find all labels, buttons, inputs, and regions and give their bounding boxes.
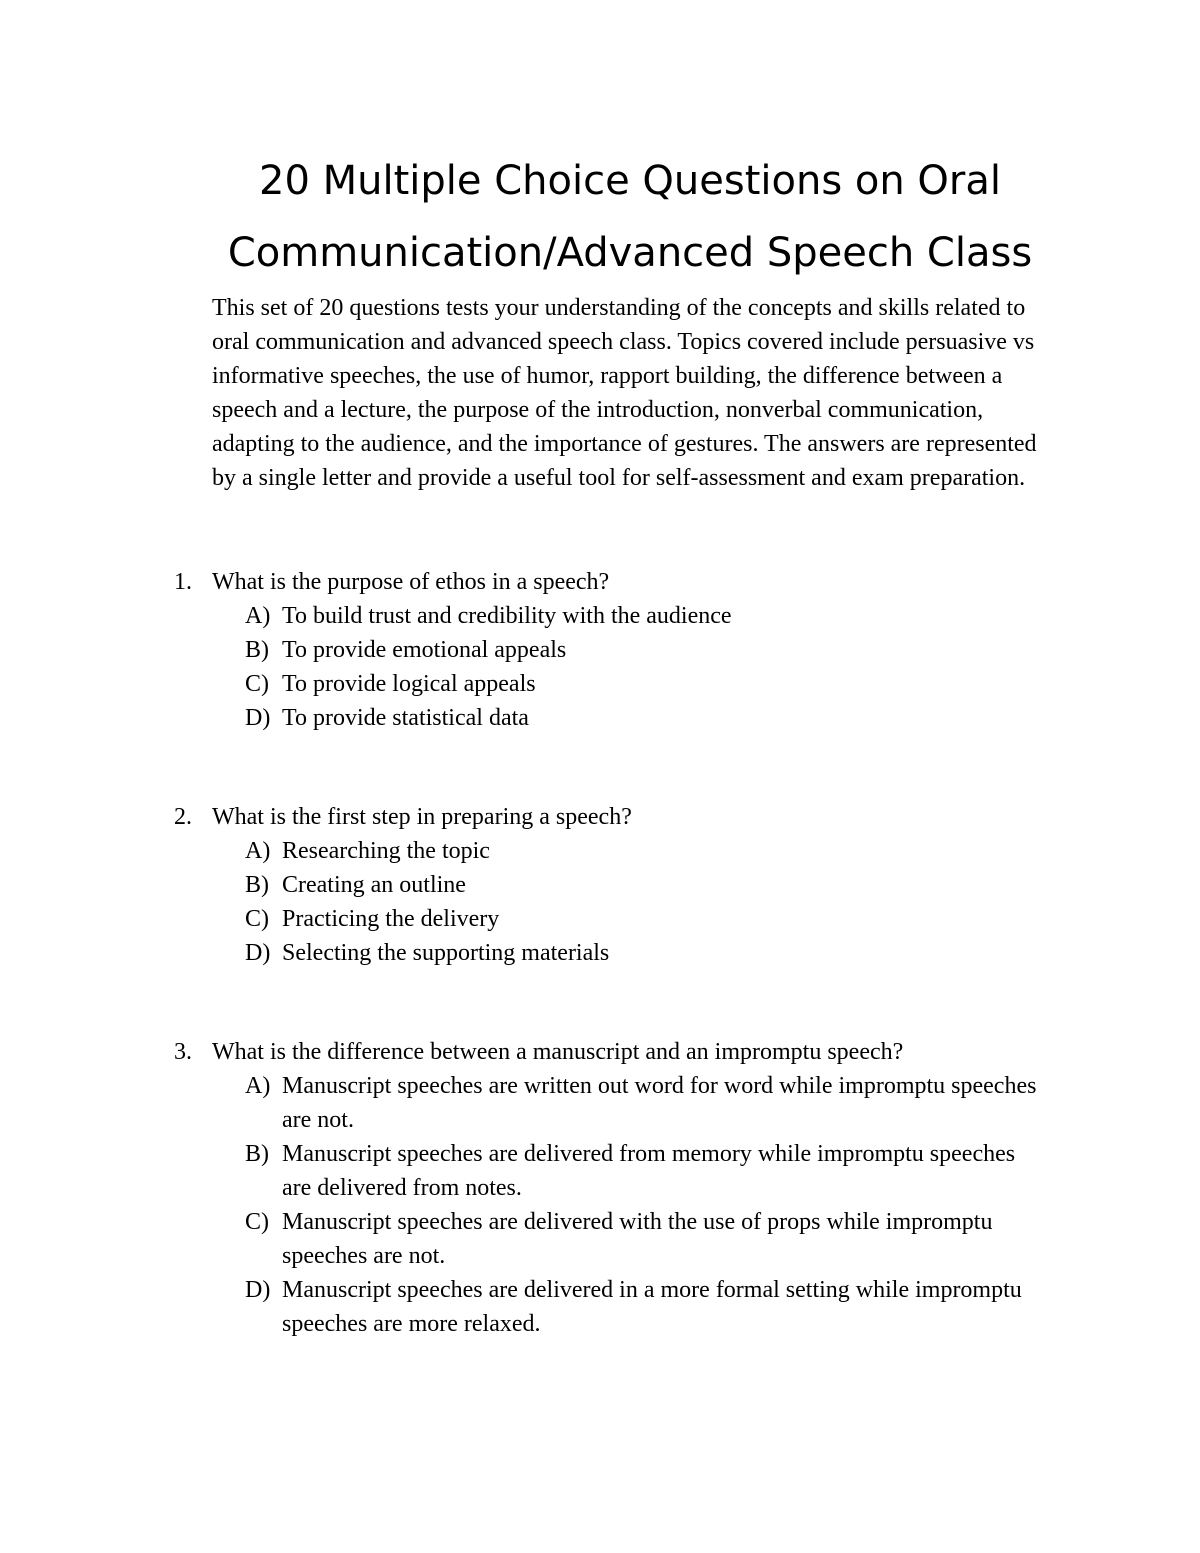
option-a <box>245 1069 1065 1137</box>
option-text: Creating an outline <box>282 872 466 898</box>
option-c <box>245 1205 1065 1273</box>
option-c <box>245 902 1065 936</box>
title-line-2: Communication/Advanced Speech Class <box>227 230 1033 276</box>
option-text: To provide statistical data <box>282 705 529 731</box>
option-text: To provide logical appeals <box>282 671 536 697</box>
question-number: 2. <box>174 804 192 830</box>
question-number: 1. <box>174 569 192 595</box>
option-d <box>245 701 1065 735</box>
option-letter: A) <box>245 838 271 864</box>
question-text: What is the purpose of ethos in a speech? <box>212 569 610 595</box>
option-text: Researching the topic <box>282 838 490 864</box>
option-a <box>245 834 1065 868</box>
option-letter: B) <box>245 1141 269 1167</box>
option-text: Manuscript speeches are delivered in a more formal setting while impromptu speeches are more relaxed. <box>282 1277 1022 1337</box>
option-text: Manuscript speeches are delivered with the use of props while impromptu speeches are not. <box>282 1209 993 1269</box>
option-d <box>245 1273 1065 1341</box>
option-b <box>245 1137 1065 1205</box>
option-letter: B) <box>245 872 269 898</box>
option-letter: B) <box>245 637 269 663</box>
option-b <box>245 868 1065 902</box>
question-text: What is the first step in preparing a speech? <box>212 804 632 830</box>
option-letter: D) <box>245 940 271 966</box>
option-b <box>245 633 1065 667</box>
option-letter: D) <box>245 705 271 731</box>
option-letter: C) <box>245 671 269 697</box>
option-c <box>245 667 1065 701</box>
option-letter: C) <box>245 1209 269 1235</box>
option-letter: C) <box>245 906 269 932</box>
option-a <box>245 599 1065 633</box>
option-text: Practicing the delivery <box>282 906 500 932</box>
option-letter: A) <box>245 1073 271 1099</box>
option-text: To build trust and credibility with the audience <box>282 603 732 629</box>
option-text: Manuscript speeches are delivered from memory while impromptu speeches are delivered from notes. <box>282 1141 1016 1201</box>
option-letter: D) <box>245 1277 271 1303</box>
option-letter: A) <box>245 603 271 629</box>
answer-options <box>245 834 1065 970</box>
question-number: 3. <box>174 1039 192 1065</box>
intro-paragraph: This set of 20 questions tests your understanding of the concepts and skills related to oral communication and advanced speech class. Topics covered include persuasive vs informative speeches, the use of humor, rapport building, the difference between a speech and a lecture, the purpose of the introduction, nonverbal communication, adapting to the audience, and the importance of gestures. The answers are represented by a single letter and provide a useful tool for self-assessment and exam preparation. <box>212 295 1037 491</box>
answer-options <box>245 1069 1065 1341</box>
option-text: To provide emotional appeals <box>282 637 567 663</box>
document-title <box>150 145 1110 289</box>
answer-options <box>245 599 1065 735</box>
question-text: What is the difference between a manuscript and an impromptu speech? <box>212 1039 904 1065</box>
option-d <box>245 936 1065 970</box>
option-text: Selecting the supporting materials <box>282 940 610 966</box>
title-line-1: 20 Multiple Choice Questions on Oral <box>259 158 1001 204</box>
option-text: Manuscript speeches are written out word for word while impromptu speeches are not. <box>282 1073 1037 1133</box>
